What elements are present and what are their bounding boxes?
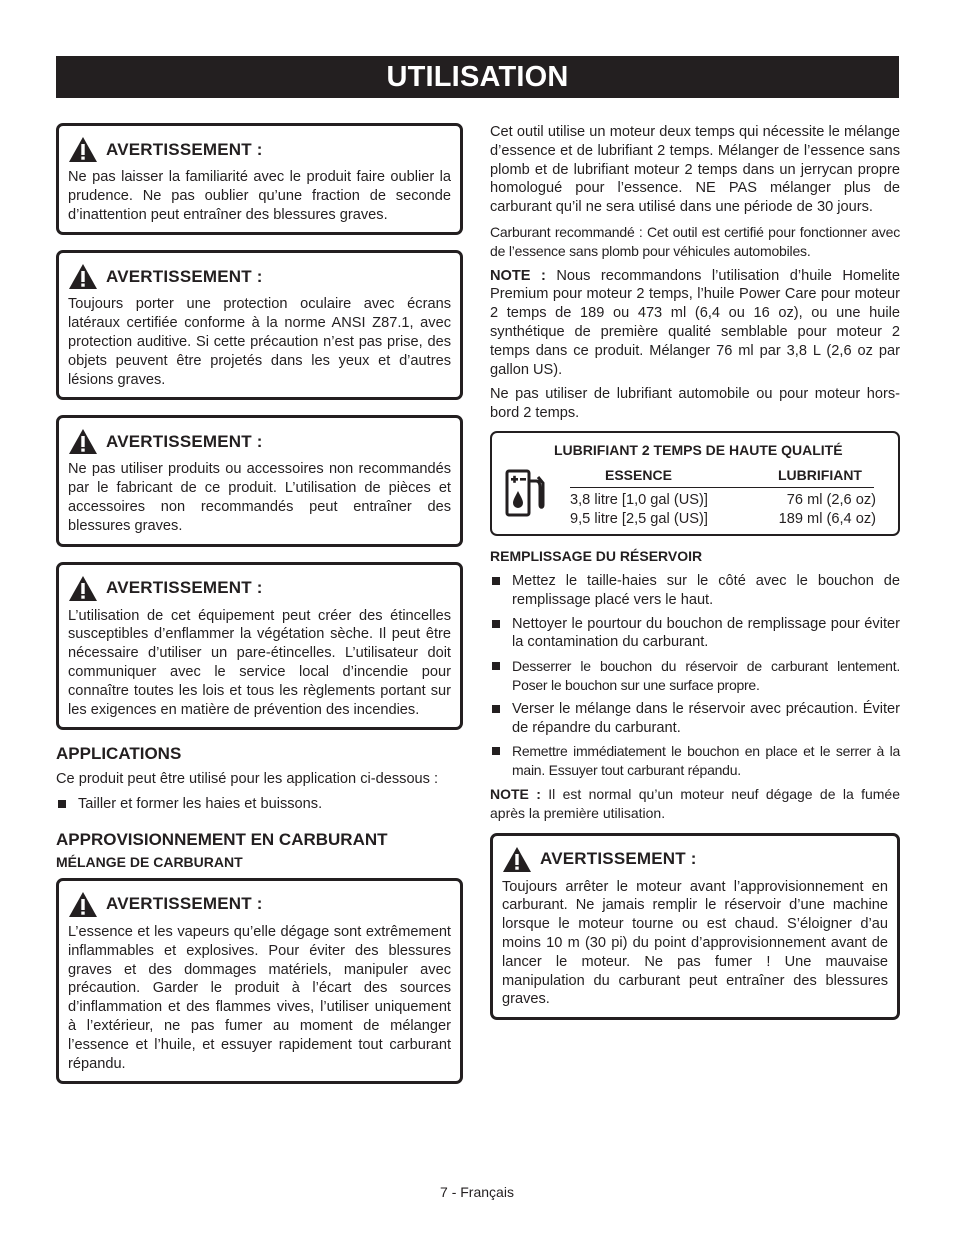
list-item [490, 615, 900, 653]
warning-box-accessories [56, 415, 463, 546]
warning-triangle-icon [68, 575, 98, 602]
cell-lubrifiant: 76 ml (2,6 oz) [786, 491, 876, 508]
column-header-essence: ESSENCE [605, 466, 672, 483]
list-item-text: Tailler et former les haies et buissons. [78, 796, 323, 813]
bullet-square-icon [58, 800, 66, 808]
list-item-text: Nettoyer le pourtour du bouchon de remplissage pour éviter la contamination du carburant. [512, 615, 900, 651]
bullet-square-icon [492, 620, 500, 628]
list-item [490, 657, 900, 695]
table-divider [570, 487, 874, 488]
fuel-mix-subheading: MÉLANGE DE CARBURANT [56, 853, 243, 870]
bullet-square-icon [492, 662, 500, 670]
warning-text: L’essence et les vapeurs qu’elle dégage sont extrêmement inflammables et explosives. Pour éviter des blessures graves et des dommages matériels, manipuler avec précaution. Garder le produit à l’écart des sources d’inflammation et des flammes vives, l’utiliser uniquement à l’extérieur, ne pas fumer au moment de mélanger l’essence et l’huile, et essuyer rapidement tout carburant répandu. [68, 923, 451, 1072]
left-column [56, 123, 463, 1099]
cell-essence: 3,8 litre [1,0 gal (US)] [570, 491, 708, 508]
recommended-fuel-paragraph: Carburant recommandé : Cet outil est certifié pour fonctionner avec de l’essence sans plomb pour véhicules automobiles. [490, 223, 900, 259]
warning-box-gasoline [56, 878, 463, 1084]
refill-heading: REMPLISSAGE DU RÉSERVOIR [490, 547, 703, 564]
bullet-square-icon [492, 705, 500, 713]
applications-text: Ce produit peut être utilisé pour les application ci-dessous : [56, 771, 439, 788]
page-footer: 7 - Français [440, 1184, 514, 1200]
warning-triangle-icon [68, 136, 98, 163]
list-item [490, 742, 900, 780]
applications-heading: APPLICATIONS [56, 744, 182, 764]
warning-title: AVERTISSEMENT : [106, 139, 263, 159]
table-row [570, 492, 876, 508]
page-title: UTILISATION [56, 56, 899, 98]
list-item-text: Verser le mélange dans le réservoir avec précaution. Éviter de répandre du carburant. [512, 700, 900, 736]
list-item-text: Remettre immédiatement le bouchon en place et le serrer à la main. Essuyer tout carburant répandu. [512, 743, 900, 779]
cell-lubrifiant: 189 ml (6,4 oz) [778, 510, 876, 527]
fuel-pump-icon [505, 469, 545, 517]
cell-essence: 9,5 litre [2,5 gal (US)] [570, 510, 708, 527]
warning-title: AVERTISSEMENT : [106, 431, 263, 451]
warning-text: Ne pas laisser la familiarité avec le produit faire oublier la prudence. Ne pas oublier qu’une fraction de seconde d’inattention peut entraîner des blessures graves. [68, 169, 451, 223]
note-text: Il est normal qu’un moteur neuf dégage de la fumée après la première utilisation. [490, 785, 901, 821]
list-item-text: Desserrer le bouchon du réservoir de carburant lentement. Poser le bouchon sur une surface propre. [512, 658, 900, 693]
note-text: Nous recommandons l’utilisation d’huile Homelite Premium pour moteur 2 temps, l’huile Power Care pour moteur 2 temps de 189 ou 473 ml (6,4 ou 16 oz), ou une huile synthétique de première qualité semblable pour moteur 2 temps dans ce produit. Mélanger 76 ml par 3,8 L (2,6 oz par gallon US). [490, 267, 900, 378]
note-label: NOTE : [490, 267, 546, 284]
list-item [490, 572, 900, 610]
list-item [56, 795, 463, 814]
warning-title: AVERTISSEMENT : [106, 266, 263, 286]
no-automotive-oil-paragraph: Ne pas utiliser de lubrifiant automobile ou pour moteur hors-bord 2 temps. [490, 386, 900, 422]
warning-triangle-icon [68, 263, 98, 290]
fuel-heading: APPROVISIONNEMENT EN CARBURANT [56, 829, 388, 849]
warning-text: Toujours porter une protection oculaire avec écrans latéraux certifiée conforme à la norme ANSI Z87.1, avec protection auditive. Si cette précaution n’est pas prise, des objets peuvent être projetés dans les yeux et d’autres lésions graves. [68, 296, 451, 388]
oil-note [490, 267, 900, 380]
fuel-mix-table [490, 431, 900, 536]
list-item [490, 700, 900, 738]
warning-text: Toujours arrêter le moteur avant l’approvisionnement en carburant. Ne jamais remplir le réservoir d’une machine lorsque le moteur tourne ou est chaud. S’éloigner d’au moins 10 m (30 pi) du point d’approvisionnement avant de lancer le moteur. Ne pas fumer ! Une mauvaise manipulation du carburant peut entraîner des blessures graves. [502, 878, 888, 1008]
table-row [570, 511, 876, 527]
warning-text: Ne pas utiliser produits ou accessoires non recommandés par le fabricant de ce produit. L’utilisation de pièces et accessoires non recommandés peut entraîner des blessures graves. [68, 461, 451, 534]
warning-title: AVERTISSEMENT : [106, 894, 263, 914]
smoke-note [490, 785, 900, 823]
bullet-square-icon [492, 577, 500, 585]
warning-triangle-icon [502, 846, 532, 873]
right-column [490, 123, 900, 1035]
fuel-table-title: LUBRIFIANT 2 TEMPS DE HAUTE QUALITÉ [554, 441, 843, 458]
warning-text: L’utilisation de cet équipement peut créer des étincelles susceptibles d’enflammer la végétation sèche. Il peut être nécessaire d’utiliser un pare-étincelles. L’utilisateur doit communiquer avec le service local d’incendie pour connaître toutes les lois et tous les règlements portant sur les exigences en matière de prévention des incendies. [68, 607, 451, 718]
warning-box-eye-protection [56, 250, 463, 400]
list-item-text: Mettez le taille-haies sur le côté avec le bouchon de remplissage placé vers le haut. [512, 572, 900, 608]
warning-box-familiarity [56, 123, 463, 235]
column-header-lubrifiant: LUBRIFIANT [778, 466, 862, 483]
warning-title: AVERTISSEMENT : [106, 578, 263, 598]
warning-triangle-icon [68, 891, 98, 918]
warning-triangle-icon [68, 428, 98, 455]
warning-box-refuel [490, 833, 900, 1021]
warning-title: AVERTISSEMENT : [540, 849, 697, 869]
warning-box-sparks [56, 562, 463, 731]
note-label: NOTE : [490, 785, 541, 802]
bullet-square-icon [492, 747, 500, 755]
two-stroke-paragraph: Cet outil utilise un moteur deux temps qui nécessite le mélange d’essence et de lubrifiant 2 temps. Mélanger de l’essence sans plomb et de lubrifiant moteur 2 temps dans un jerrycan propre homologué pour l’essence. NE PAS mélanger plus de carburant qu’il ne sera utilisé dans une période de 30 jours. [490, 124, 900, 216]
